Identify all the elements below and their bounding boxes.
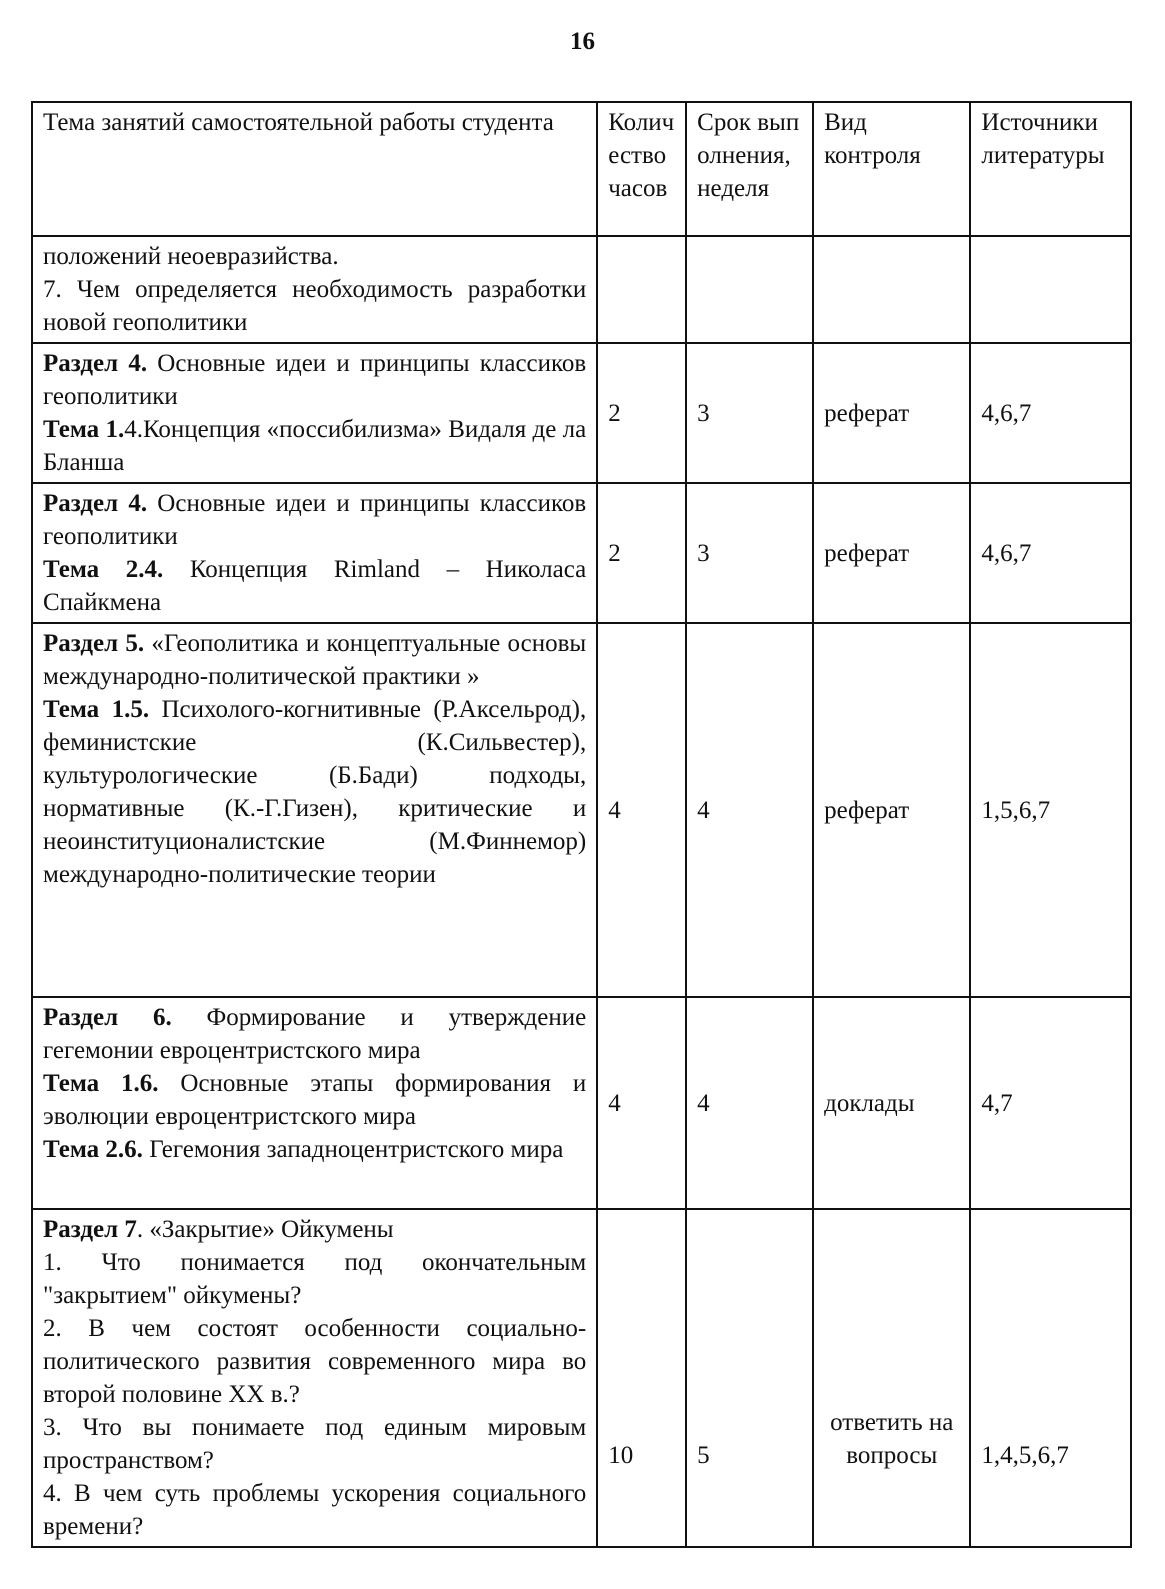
theme-label: Тема 1. (43, 416, 125, 443)
control-cell: реферат (813, 623, 970, 997)
table-row (32, 997, 1131, 1209)
deadline-cell (686, 236, 813, 343)
theme-label: Тема 2.6. (43, 1136, 143, 1163)
section-label: Раздел 5. (43, 630, 145, 657)
table-row (32, 343, 1131, 483)
section-title: «Геополитика и концептуальные основы международно-политической практики » (43, 630, 587, 690)
control-cell: ответить на вопросы (813, 1209, 970, 1547)
hours-cell: 2 (597, 343, 686, 483)
sources-cell: 4,6,7 (970, 343, 1131, 483)
sources-cell: 4,7 (970, 997, 1131, 1209)
control-cell: доклады (813, 997, 970, 1209)
deadline-cell: 3 (686, 483, 813, 623)
theme-number: 4 (124, 416, 137, 443)
self-study-table (31, 101, 1132, 1548)
theme-title: Концепция Rimland – Николаса Спайкмена (43, 556, 587, 616)
theme-label: Тема 1.6. (43, 1070, 159, 1097)
table-header-row (32, 102, 1131, 236)
theme-title: Гегемония западноцентристского мира (142, 1136, 564, 1163)
deadline-cell: 4 (686, 623, 813, 997)
hours-cell: 2 (597, 483, 686, 623)
section-title: Формирование и утверждение гегемонии евроцентристского мира (43, 1004, 587, 1064)
section-label: Раздел 4. (43, 490, 148, 517)
header-control: Вид контроля (813, 102, 970, 236)
control-cell (813, 236, 970, 343)
topic-cell (32, 1209, 597, 1547)
header-hours: Количество часов (597, 102, 686, 236)
table-row (32, 483, 1131, 623)
hours-cell (597, 236, 686, 343)
page-number: 16 (570, 28, 595, 55)
topic-cell (32, 236, 597, 343)
table-row (32, 236, 1131, 343)
section-title: Основные идеи и принципы классиков геополитики (43, 490, 587, 550)
topic-line: положений неоевразийства. (43, 243, 339, 270)
hours-cell: 4 (597, 623, 686, 997)
question-item: 4. В чем суть проблемы ускорения социального времени? (43, 1480, 587, 1540)
sources-cell (970, 236, 1131, 343)
section-label: Раздел 6. (43, 1004, 172, 1031)
section-label: Раздел 4. (43, 350, 148, 377)
topic-cell (32, 483, 597, 623)
topic-line: 7. Чем определяется необходимость разработки новой геополитики (43, 276, 587, 336)
section-label: Раздел 7 (43, 1216, 137, 1243)
sources-cell: 4,6,7 (970, 483, 1131, 623)
table-row (32, 1209, 1131, 1547)
header-sources: Источники литературы (970, 102, 1131, 236)
control-cell: реферат (813, 483, 970, 623)
table-row (32, 623, 1131, 997)
question-item: 3. Что вы понимаете под единым мировым пространством? (43, 1414, 587, 1474)
hours-cell: 10 (597, 1209, 686, 1547)
section-title: . «Закрытие» Ойкумены (136, 1216, 394, 1243)
theme-title: Психолого-когнитивные (Р.Аксельрод), феминистские (К.Сильвестер), культурологические (Б.Бади) подходы, нормативные (К.-Г.Гизен), критические и неоинституционалистские (М.Финнемор) международно-политические теории (43, 696, 587, 888)
topic-cell (32, 623, 597, 997)
theme-label: Тема 2.4. (43, 556, 164, 583)
deadline-cell: 4 (686, 997, 813, 1209)
question-item: 1. Что понимается под окончательным "закрытием" ойкумены? (43, 1249, 587, 1309)
header-deadline: Срок выполнения, неделя (686, 102, 813, 236)
section-title: Основные идеи и принципы классиков геополитики (43, 350, 587, 410)
deadline-cell: 5 (686, 1209, 813, 1547)
theme-label: Тема 1.5. (43, 696, 150, 723)
hours-cell: 4 (597, 997, 686, 1209)
question-item: 2. В чем состоят особенности социально-политического развития современного мира во второй половине XX в.? (43, 1315, 587, 1408)
topic-cell (32, 343, 597, 483)
header-topic: Тема занятий самостоятельной работы студента (32, 102, 597, 236)
theme-title: Основные этапы формирования и эволюции евроцентристского мира (43, 1070, 587, 1130)
theme-title: .Концепция «поссибилизма» Видаля де ла Бланша (43, 416, 587, 476)
topic-cell (32, 997, 597, 1209)
sources-cell: 1,4,5,6,7 (970, 1209, 1131, 1547)
deadline-cell: 3 (686, 343, 813, 483)
sources-cell: 1,5,6,7 (970, 623, 1131, 997)
control-cell: реферат (813, 343, 970, 483)
